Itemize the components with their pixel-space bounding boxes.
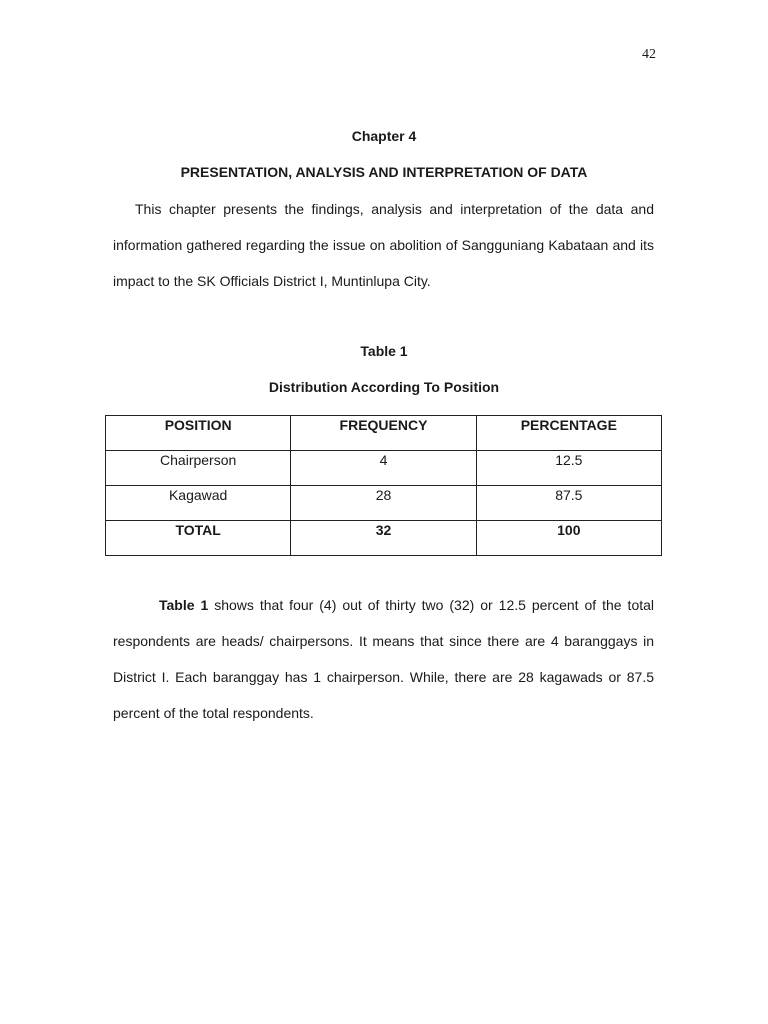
position-distribution-table xyxy=(105,415,662,556)
cell-position: Chairperson xyxy=(106,451,291,486)
analysis-paragraph xyxy=(113,587,654,731)
chapter-heading: PRESENTATION, ANALYSIS AND INTERPRETATION OF DATA xyxy=(180,164,588,180)
intro-paragraph: This chapter presents the findings, analysis and interpretation of the data and information gathered regarding the issue on abolition of Sangguniang Kabataan and its impact to the SK Officials District I, Muntinlupa City. xyxy=(113,201,654,289)
table-header-row xyxy=(106,416,662,451)
page-number: 42 xyxy=(642,47,656,62)
analysis-lead: Table 1 xyxy=(159,597,209,613)
header-position: POSITION xyxy=(106,416,291,451)
table-row xyxy=(106,486,662,521)
table-caption: Distribution According To Position xyxy=(268,379,500,395)
header-percentage: PERCENTAGE xyxy=(476,416,661,451)
total-label: TOTAL xyxy=(106,521,291,556)
cell-position: Kagawad xyxy=(106,486,291,521)
cell-percentage: 87.5 xyxy=(476,486,661,521)
table-label: Table 1 xyxy=(360,343,408,359)
cell-frequency: 4 xyxy=(291,451,476,486)
analysis-text: shows that four (4) out of thirty two (32) or 12.5 percent of the total respondents are heads/ chairpersons. It means that since there are 4 baranggays in District I. Each baranggay has 1 chairperson. While, there are 28 kagawads or 87.5 percent of the total respondents. xyxy=(113,597,655,721)
chapter-title: Chapter 4 xyxy=(351,128,417,144)
table-total-row xyxy=(106,521,662,556)
total-frequency: 32 xyxy=(291,521,476,556)
header-frequency: FREQUENCY xyxy=(291,416,476,451)
total-percentage: 100 xyxy=(476,521,661,556)
table-row xyxy=(106,451,662,486)
cell-frequency: 28 xyxy=(291,486,476,521)
cell-percentage: 12.5 xyxy=(476,451,661,486)
